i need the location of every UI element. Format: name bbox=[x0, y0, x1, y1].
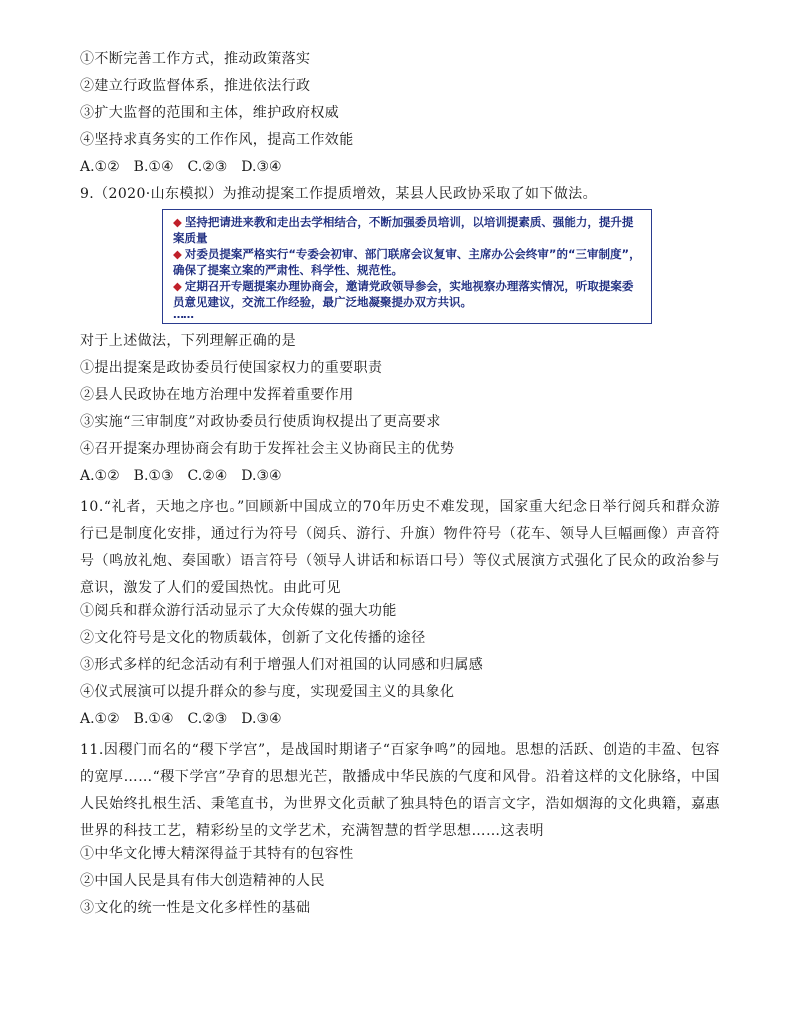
q9-choice-3: ③实施“三审制度”对政协委员行使质询权提出了更高要求 bbox=[80, 414, 441, 430]
q9-question: 对于上述做法，下列理解正确的是 bbox=[80, 333, 296, 349]
q9-stem: 9.（2020·山东模拟）为推动提案工作提质增效，某县人民政协采取了如下做法。 bbox=[80, 186, 598, 202]
q10-choice-3: ③形式多样的纪念活动有利于增强人们对祖国的认同感和归属感 bbox=[80, 657, 484, 673]
diamond-bullet-icon: ◆ bbox=[173, 247, 182, 261]
q10-choice-4: ④仪式展演可以提升群众的参与度，实现爱国主义的具象化 bbox=[80, 684, 455, 700]
diamond-bullet-icon: ◆ bbox=[173, 215, 182, 229]
diamond-bullet-icon: ◆ bbox=[173, 279, 182, 293]
question-9 bbox=[80, 185, 720, 494]
question-11 bbox=[80, 737, 720, 926]
q8-choices bbox=[80, 50, 720, 185]
q11-stem: 11.因稷门而名的“稷下学宫”，是战国时期诸子“百家争鸣”的园地。思想的活跃、创造的丰盈、包容的宽厚……“稷下学宫”孕育的思想光芒，散播成中华民族的气度和风骨。沿着这样的文化脉络，中国人民始终扎根生活、秉笔直书，为世界文化贡献了独具特色的语言文字，浩如烟海的文化典籍，嘉惠世界的科技工艺，精彩纷呈的文学艺术，充满智慧的哲学思想……这表明 bbox=[80, 742, 720, 839]
q9-choice-1: ①提出提案是政协委员行使国家权力的重要职责 bbox=[80, 360, 383, 376]
question-10 bbox=[80, 494, 720, 737]
q8-choice-1: ①不断完善工作方式，推动政策落实 bbox=[80, 51, 311, 67]
q9-options: A.①② B.①③ C.②④ D.③④ bbox=[80, 468, 282, 484]
q10-stem: 10.“礼者，天地之序也。”回顾新中国成立的70年历史不难发现，国家重大纪念日举行阅兵和群众游行已是制度化安排，通过行为符号（阅兵、游行、升旗）物件符号（花车、领导人巨幅画像）声音符号（鸣放礼炮、奏国歌）语言符号（领导人讲话和标语口号）等仪式展演方式强化了民众的政治参与意识，激发了人们的爱国热忱。由此可见 bbox=[80, 499, 720, 596]
q10-options: A.①② B.①④ C.②③ D.③④ bbox=[80, 711, 282, 727]
q8-choice-2: ②建立行政监督体系，推进依法行政 bbox=[80, 78, 311, 94]
q11-choice-2: ②中国人民是具有伟大创造精神的人民 bbox=[80, 873, 325, 889]
q9-box-item-2: ◆ 对委员提案严格实行“专委会初审、部门联席会议复审、主席办公会终审”的“三审制度”，确保了提案立案的严肃性、科学性、规范性。 bbox=[173, 247, 641, 277]
q9-choice-2: ②县人民政协在地方治理中发挥着重要作用 bbox=[80, 387, 354, 403]
q8-choice-3: ③扩大监督的范围和主体，维护政府权威 bbox=[80, 105, 340, 121]
q9-choice-4: ④召开提案办理协商会有助于发挥社会主义协商民主的优势 bbox=[80, 441, 455, 457]
q9-box-item-1: ◆ 坚持把请进来教和走出去学相结合，不断加强委员培训，以培训提素质、强能力，提升提案质量 bbox=[173, 215, 634, 245]
q11-choice-3: ③文化的统一性是文化多样性的基础 bbox=[80, 900, 311, 916]
q10-choice-1: ①阅兵和群众游行活动显示了大众传媒的强大功能 bbox=[80, 603, 397, 619]
q8-choice-4: ④坚持求真务实的工作作风，提高工作效能 bbox=[80, 132, 354, 148]
q11-choice-1: ①中华文化博大精深得益于其特有的包容性 bbox=[80, 846, 354, 862]
q9-box-item-3: ◆ 定期召开专题提案办理协商会，邀请党政领导参会，实地视察办理落实情况，听取提案委员意见建议，交流工作经验，最广泛地凝聚提办双方共识。 bbox=[173, 279, 634, 309]
exam-page bbox=[80, 50, 720, 926]
q9-box-ellipsis: …… bbox=[173, 308, 193, 321]
q9-info-box bbox=[162, 209, 652, 324]
q10-choice-2: ②文化符号是文化的物质载体，创新了文化传播的途径 bbox=[80, 630, 426, 646]
q8-options: A.①② B.①④ C.②③ D.③④ bbox=[80, 159, 282, 175]
